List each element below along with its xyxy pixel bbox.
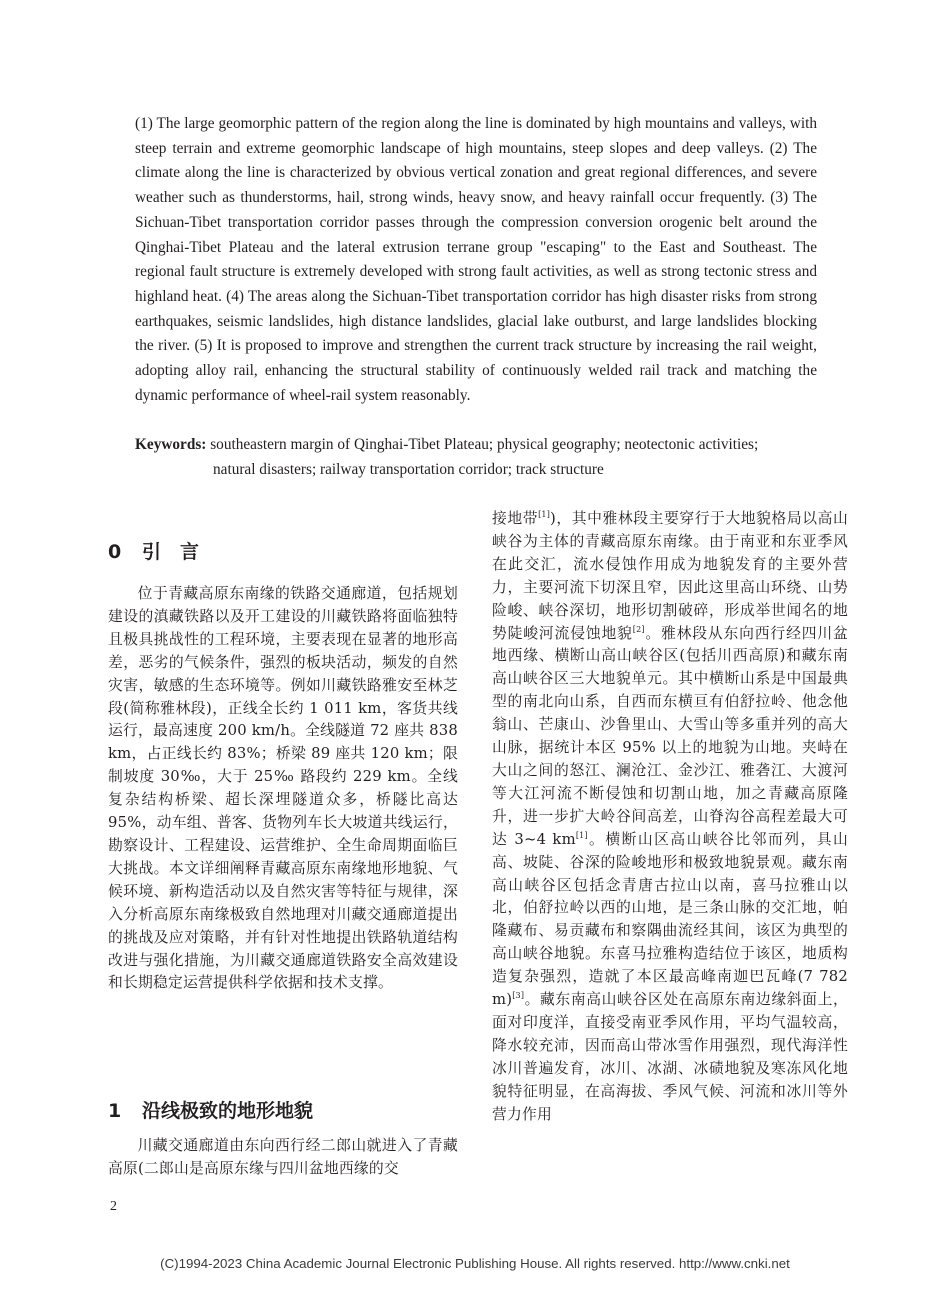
section-1-heading [108, 1096, 313, 1123]
citation: [3] [512, 991, 525, 1001]
citation: [1] [575, 830, 588, 840]
section-1-number: 1 [108, 1100, 122, 1122]
text-run: )，其中雅林段主要穿行于大地貌格局以高山峡谷为主体的青藏高原东南缘。由于南亚和东亚季风在此交汇，流水侵蚀作用成为地貌发育的主要外营力，主要河流下切深且窄，因此这里高山环绕、山势险峻、峡谷深切，地形切割破碎，形成举世闻名的地势陡峻河流侵蚀地貌 [492, 510, 848, 642]
text-run: 接地带 [492, 510, 539, 527]
abstract-body: (1) The large geomorphic pattern of the region along the line is dominated by high mountains and valleys, with steep terrain and extreme geomorphic landscape of high mountains, steep slopes and deep valleys. (2) The climate along the line is characterized by obvious vertical zonation and great regional differences, and severe weather such as thunderstorms, hail, strong winds, heavy snow, and heavy rainfall occur frequently. (3) The Sichuan-Tibet transportation corridor passes through the compression conversion orogenic belt around the Qinghai-Tibet Plateau and the lateral extrusion terrane group "escaping" to the East and Southeast. The regional fault structure is extremely developed with strong fault activities, as well as strong tectonic stress and highland heat. (4) The areas along the Sichuan-Tibet transportation corridor has high disaster risks from strong earthquakes, seismic landslides, high distance landslides, glacial lake outburst, and large landslides blocking the river. (5) It is proposed to improve and strengthen the current track structure by increasing the rail weight, adopting alloy rail, enhancing the structural stability of continuously welded rail track and matching the dynamic performance of wheel-rail system reasonably. [135, 115, 817, 404]
section-1-paragraph-start: 川藏交通廊道由东向西行经二郎山就进入了青藏高原(二郎山是高原东缘与四川盆地西缘的交 [108, 1137, 458, 1177]
copyright-footer: (C)1994-2023 China Academic Journal Electronic Publishing House. All rights reserved. http://www.cnki.net [160, 1256, 790, 1271]
keywords-line2: natural disasters; railway transportation corridor; track structure [213, 460, 604, 478]
keywords-label: Keywords: [135, 436, 207, 453]
section-0-title: 引 言 [142, 541, 200, 563]
section-0-number: 0 [108, 541, 122, 563]
section-1-title: 沿线极致的地形地貌 [142, 1100, 314, 1122]
citation: [2] [632, 624, 645, 634]
keywords [135, 433, 825, 482]
citation: [1] [538, 510, 551, 520]
keywords-line1: southeastern margin of Qinghai-Tibet Plateau; physical geography; neotectonic activities; [206, 436, 759, 453]
page-number: 2 [110, 1199, 117, 1214]
text-run: 。藏东南高山峡谷区处在高原东南边缘斜面上，面对印度洋，直接受南亚季风作用，平均气温较高，降水较充沛，因而高山带冰雪作用强烈，现代海洋性冰川普遍发育，冰川、冰湖、冰碛地貌及寒冻风化地貌特征明显，在高海拔、季风气候、河流和冰川等外营力作用 [492, 991, 848, 1123]
section-0-heading [108, 537, 199, 564]
intro-paragraph: 位于青藏高原东南缘的铁路交通廊道，包括规划建设的滇藏铁路以及开工建设的川藏铁路将面临独特且极具挑战性的工程环境，主要表现在显著的地形高差，恶劣的气候条件，强烈的板块活动，频发的自然灾害，敏感的生态环境等。例如川藏铁路雅安至林芝段(简称雅林段)，正线全长约 1 011 km，客货共线运行，最高速度 200 km/h。全线隧道 72 座共 838 km，占正线长约 83%；桥梁 89 座共 120 km；限制坡度 30‰，大于 25‰ 路段约 229 km。全线复杂结构桥梁、超长深埋隧道众多，桥隧比高达 95%，动车组、普客、货物列车长大坡道共线运行，勘察设计、工程建设、运营维护、全生命周期面临巨大挑战。本文详细阐释青藏高原东南缘地形地貌、气候环境、新构造活动以及自然灾害等特征与规律，深入分析高原东南缘极致自然地理对川藏交通廊道提出的挑战及应对策略，并有针对性地提出铁路轨道结构改进与强化措施，为川藏交通廊道铁路安全高效建设和长期稳定运营提供科学依据和技术支撑。 [108, 585, 458, 992]
text-run: 。横断山区高山峡谷比邻而列，具山高、坡陡、谷深的险峻地形和极致地貌景观。藏东南高山峡谷区包括念青唐古拉山以南，喜马拉雅山以北，伯舒拉岭以西的山地，是三条山脉的交汇地，帕隆藏布、易贡藏布和察隅曲流经其间，该区为典型的高山峡谷地貌。东喜马拉雅构造结位于该区，地质构造复杂强烈，造就了本区最高峰南迦巴瓦峰(7 782 m) [492, 830, 849, 1009]
text-run: 。雅林段从东向西行经四川盆地西缘、横断山高山峡谷区(包括川西高原)和藏东南高山峡谷区三大地貌单元。其中横断山系是中国最典型的南北向山系，自西而东横亘有伯舒拉岭、他念他翁山、芒康山、沙鲁里山、大雪山等多重并列的高大山脉，据统计本区 95% 以上的地貌为山地。夹峙在大山之间的怒江、澜沧江、金沙江、雅砻江、大渡河等大江河流不断侵蚀和切割山地，加之青藏高原隆升，进一步扩大岭谷间高差，山脊沟谷高程差最大可达 3~4 km [492, 624, 848, 848]
section-1-paragraph-continued [492, 508, 848, 1126]
